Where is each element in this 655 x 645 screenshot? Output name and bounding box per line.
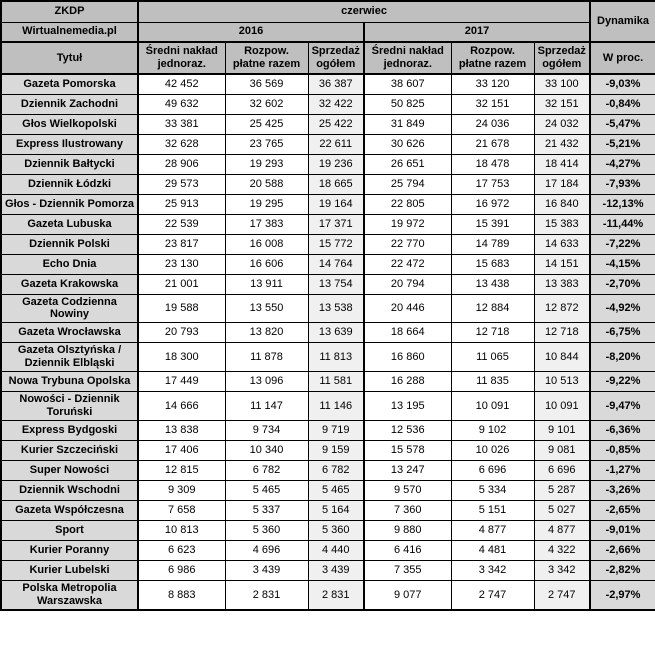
table-row: [1, 114, 655, 134]
title-cell: Głos Wielkopolski: [1, 114, 138, 134]
value-cell: 17 406: [138, 441, 225, 461]
value-cell: 25 425: [225, 114, 308, 134]
value-cell: 13 754: [308, 274, 364, 294]
table-row: [1, 343, 655, 372]
value-cell: 20 793: [138, 323, 225, 343]
dynamics-cell: -9,01%: [590, 521, 655, 541]
value-cell: 14 633: [534, 234, 590, 254]
value-cell: 15 391: [451, 214, 534, 234]
table-row: [1, 541, 655, 561]
value-cell: 26 651: [364, 154, 451, 174]
value-cell: 18 300: [138, 343, 225, 372]
value-cell: 10 091: [534, 392, 590, 421]
value-cell: 13 639: [308, 323, 364, 343]
value-cell: 10 813: [138, 521, 225, 541]
value-cell: 4 322: [534, 541, 590, 561]
dynamics-cell: -0,85%: [590, 441, 655, 461]
value-cell: 36 387: [308, 74, 364, 94]
title-cell: Dziennik Bałtycki: [1, 154, 138, 174]
value-cell: 16 606: [225, 254, 308, 274]
value-cell: 16 840: [534, 194, 590, 214]
value-cell: 20 446: [364, 294, 451, 323]
value-cell: 14 151: [534, 254, 590, 274]
value-cell: 19 236: [308, 154, 364, 174]
value-cell: 12 815: [138, 461, 225, 481]
value-cell: 4 877: [534, 521, 590, 541]
value-cell: 6 782: [225, 461, 308, 481]
dynamics-cell: -2,65%: [590, 501, 655, 521]
value-cell: 10 340: [225, 441, 308, 461]
table-row: [1, 461, 655, 481]
dynamics-cell: -2,66%: [590, 541, 655, 561]
value-cell: 33 100: [534, 74, 590, 94]
title-cell: Głos - Dziennik Pomorza: [1, 194, 138, 214]
metric-header-2017-rozpow: Rozpow. płatne razem: [451, 42, 534, 74]
value-cell: 17 371: [308, 214, 364, 234]
value-cell: 9 309: [138, 481, 225, 501]
value-cell: 32 151: [451, 94, 534, 114]
dynamics-cell: -9,03%: [590, 74, 655, 94]
value-cell: 5 151: [451, 501, 534, 521]
table-row: [1, 561, 655, 581]
value-cell: 9 570: [364, 481, 451, 501]
value-cell: 11 146: [308, 392, 364, 421]
value-cell: 32 151: [534, 94, 590, 114]
title-cell: Echo Dnia: [1, 254, 138, 274]
dynamics-cell: -2,70%: [590, 274, 655, 294]
value-cell: 5 360: [225, 521, 308, 541]
title-cell: Polska Metropolia Warszawska: [1, 581, 138, 610]
table-body: [1, 74, 655, 610]
value-cell: 10 513: [534, 372, 590, 392]
value-cell: 21 001: [138, 274, 225, 294]
value-cell: 7 355: [364, 561, 451, 581]
value-cell: 4 440: [308, 541, 364, 561]
value-cell: 3 342: [451, 561, 534, 581]
value-cell: 17 449: [138, 372, 225, 392]
value-cell: 22 472: [364, 254, 451, 274]
value-cell: 13 383: [534, 274, 590, 294]
value-cell: 25 794: [364, 174, 451, 194]
value-cell: 25 913: [138, 194, 225, 214]
header-row-source: [1, 1, 655, 22]
value-cell: 5 287: [534, 481, 590, 501]
dynamics-cell: -11,44%: [590, 214, 655, 234]
value-cell: 22 539: [138, 214, 225, 234]
value-cell: 30 626: [364, 134, 451, 154]
table-row: [1, 134, 655, 154]
dynamics-cell: -5,47%: [590, 114, 655, 134]
table-row: [1, 581, 655, 610]
value-cell: 6 696: [451, 461, 534, 481]
title-cell: Gazeta Wrocławska: [1, 323, 138, 343]
title-cell: Gazeta Codzienna Nowiny: [1, 294, 138, 323]
value-cell: 15 683: [451, 254, 534, 274]
value-cell: 11 835: [451, 372, 534, 392]
value-cell: 15 578: [364, 441, 451, 461]
title-cell: Kurier Szczeciński: [1, 441, 138, 461]
value-cell: 25 422: [308, 114, 364, 134]
value-cell: 9 077: [364, 581, 451, 610]
title-cell: Nowa Trybuna Opolska: [1, 372, 138, 392]
value-cell: 42 452: [138, 74, 225, 94]
dynamics-cell: -12,13%: [590, 194, 655, 214]
table-row: [1, 74, 655, 94]
value-cell: 14 764: [308, 254, 364, 274]
value-cell: 17 383: [225, 214, 308, 234]
dynamics-cell: -7,22%: [590, 234, 655, 254]
value-cell: 28 906: [138, 154, 225, 174]
value-cell: 11 813: [308, 343, 364, 372]
value-cell: 12 536: [364, 421, 451, 441]
value-cell: 4 481: [451, 541, 534, 561]
value-cell: 22 611: [308, 134, 364, 154]
value-cell: 13 538: [308, 294, 364, 323]
value-cell: 2 831: [308, 581, 364, 610]
value-cell: 6 696: [534, 461, 590, 481]
value-cell: 14 789: [451, 234, 534, 254]
value-cell: 16 860: [364, 343, 451, 372]
title-cell: Gazeta Lubuska: [1, 214, 138, 234]
title-column-header: Tytuł: [1, 42, 138, 74]
value-cell: 15 383: [534, 214, 590, 234]
dynamics-cell: -8,20%: [590, 343, 655, 372]
metric-header-2017-sprzedaz: Sprzedaż ogółem: [534, 42, 590, 74]
value-cell: 19 588: [138, 294, 225, 323]
dynamics-cell: -1,27%: [590, 461, 655, 481]
value-cell: 5 465: [225, 481, 308, 501]
value-cell: 16 008: [225, 234, 308, 254]
value-cell: 4 877: [451, 521, 534, 541]
table-row: [1, 254, 655, 274]
dynamics-unit-header: W proc.: [590, 42, 655, 74]
value-cell: 11 147: [225, 392, 308, 421]
dynamics-cell: -4,92%: [590, 294, 655, 323]
metric-header-2017-naklad: Średni nakład jednoraz.: [364, 42, 451, 74]
value-cell: 13 838: [138, 421, 225, 441]
value-cell: 6 416: [364, 541, 451, 561]
value-cell: 33 120: [451, 74, 534, 94]
value-cell: 16 972: [451, 194, 534, 214]
dynamics-header: Dynamika: [590, 1, 655, 42]
value-cell: 5 164: [308, 501, 364, 521]
dynamics-cell: -2,97%: [590, 581, 655, 610]
header-row-years: [1, 22, 655, 42]
value-cell: 9 081: [534, 441, 590, 461]
value-cell: 13 195: [364, 392, 451, 421]
value-cell: 18 665: [308, 174, 364, 194]
value-cell: 6 623: [138, 541, 225, 561]
table-row: [1, 94, 655, 114]
value-cell: 13 247: [364, 461, 451, 481]
value-cell: 29 573: [138, 174, 225, 194]
value-cell: 21 678: [451, 134, 534, 154]
table-row: [1, 441, 655, 461]
value-cell: 24 032: [534, 114, 590, 134]
value-cell: 13 096: [225, 372, 308, 392]
value-cell: 9 880: [364, 521, 451, 541]
title-cell: Gazeta Olsztyńska / Dziennik Elbląski: [1, 343, 138, 372]
value-cell: 19 164: [308, 194, 364, 214]
value-cell: 4 696: [225, 541, 308, 561]
value-cell: 50 825: [364, 94, 451, 114]
table-row: [1, 234, 655, 254]
title-cell: Sport: [1, 521, 138, 541]
value-cell: 10 091: [451, 392, 534, 421]
title-cell: Gazeta Współczesna: [1, 501, 138, 521]
table-row: [1, 174, 655, 194]
value-cell: 5 027: [534, 501, 590, 521]
title-cell: Dziennik Zachodni: [1, 94, 138, 114]
title-cell: Express Ilustrowany: [1, 134, 138, 154]
value-cell: 13 820: [225, 323, 308, 343]
value-cell: 5 465: [308, 481, 364, 501]
year-2016-header: 2016: [138, 22, 364, 42]
value-cell: 7 658: [138, 501, 225, 521]
value-cell: 5 337: [225, 501, 308, 521]
value-cell: 13 911: [225, 274, 308, 294]
title-cell: Dziennik Wschodni: [1, 481, 138, 501]
value-cell: 3 439: [225, 561, 308, 581]
value-cell: 5 334: [451, 481, 534, 501]
value-cell: 13 550: [225, 294, 308, 323]
value-cell: 20 794: [364, 274, 451, 294]
value-cell: 7 360: [364, 501, 451, 521]
title-cell: Express Bydgoski: [1, 421, 138, 441]
dynamics-cell: -4,15%: [590, 254, 655, 274]
value-cell: 2 747: [451, 581, 534, 610]
value-cell: 19 972: [364, 214, 451, 234]
title-cell: Gazeta Krakowska: [1, 274, 138, 294]
title-cell: Gazeta Pomorska: [1, 74, 138, 94]
value-cell: 32 602: [225, 94, 308, 114]
dynamics-cell: -6,75%: [590, 323, 655, 343]
title-cell: Kurier Lubelski: [1, 561, 138, 581]
title-cell: Nowości - Dziennik Toruński: [1, 392, 138, 421]
table-row: [1, 214, 655, 234]
value-cell: 17 753: [451, 174, 534, 194]
value-cell: 19 293: [225, 154, 308, 174]
value-cell: 23 765: [225, 134, 308, 154]
header-row-metrics: [1, 42, 655, 74]
value-cell: 12 872: [534, 294, 590, 323]
title-cell: Dziennik Łódzki: [1, 174, 138, 194]
value-cell: 18 478: [451, 154, 534, 174]
value-cell: 32 422: [308, 94, 364, 114]
value-cell: 19 295: [225, 194, 308, 214]
value-cell: 11 878: [225, 343, 308, 372]
value-cell: 38 607: [364, 74, 451, 94]
dynamics-cell: -0,84%: [590, 94, 655, 114]
value-cell: 12 718: [534, 323, 590, 343]
value-cell: 9 734: [225, 421, 308, 441]
metric-header-2016-sprzedaz: Sprzedaż ogółem: [308, 42, 364, 74]
title-cell: Dziennik Polski: [1, 234, 138, 254]
table-row: [1, 194, 655, 214]
value-cell: 2 747: [534, 581, 590, 610]
value-cell: 17 184: [534, 174, 590, 194]
dynamics-cell: -5,21%: [590, 134, 655, 154]
value-cell: 20 588: [225, 174, 308, 194]
table-row: [1, 392, 655, 421]
value-cell: 23 130: [138, 254, 225, 274]
value-cell: 10 844: [534, 343, 590, 372]
value-cell: 18 664: [364, 323, 451, 343]
value-cell: 9 159: [308, 441, 364, 461]
value-cell: 36 569: [225, 74, 308, 94]
dynamics-cell: -3,26%: [590, 481, 655, 501]
table-row: [1, 372, 655, 392]
metric-header-2016-rozpow: Rozpow. płatne razem: [225, 42, 308, 74]
table-row: [1, 481, 655, 501]
value-cell: 6 782: [308, 461, 364, 481]
value-cell: 14 666: [138, 392, 225, 421]
value-cell: 32 628: [138, 134, 225, 154]
value-cell: 11 065: [451, 343, 534, 372]
value-cell: 12 718: [451, 323, 534, 343]
year-2017-header: 2017: [364, 22, 590, 42]
value-cell: 3 439: [308, 561, 364, 581]
value-cell: 22 770: [364, 234, 451, 254]
dynamics-cell: -7,93%: [590, 174, 655, 194]
value-cell: 3 342: [534, 561, 590, 581]
title-cell: Super Nowości: [1, 461, 138, 481]
value-cell: 21 432: [534, 134, 590, 154]
value-cell: 18 414: [534, 154, 590, 174]
dynamics-cell: -6,36%: [590, 421, 655, 441]
table-row: [1, 274, 655, 294]
value-cell: 33 381: [138, 114, 225, 134]
table-row: [1, 294, 655, 323]
value-cell: 23 817: [138, 234, 225, 254]
value-cell: 13 438: [451, 274, 534, 294]
dynamics-cell: -4,27%: [590, 154, 655, 174]
value-cell: 49 632: [138, 94, 225, 114]
value-cell: 12 884: [451, 294, 534, 323]
value-cell: 22 805: [364, 194, 451, 214]
value-cell: 24 036: [451, 114, 534, 134]
value-cell: 15 772: [308, 234, 364, 254]
value-cell: 11 581: [308, 372, 364, 392]
value-cell: 9 101: [534, 421, 590, 441]
table-header: [1, 1, 655, 74]
table-row: [1, 154, 655, 174]
table-row: [1, 521, 655, 541]
site-label: Wirtualnemedia.pl: [1, 22, 138, 42]
value-cell: 2 831: [225, 581, 308, 610]
title-cell: Kurier Poranny: [1, 541, 138, 561]
table-row: [1, 501, 655, 521]
value-cell: 9 719: [308, 421, 364, 441]
source-label: ZKDP: [1, 1, 138, 22]
value-cell: 9 102: [451, 421, 534, 441]
table-row: [1, 421, 655, 441]
value-cell: 31 849: [364, 114, 451, 134]
table-row: [1, 323, 655, 343]
metric-header-2016-naklad: Średni nakład jednoraz.: [138, 42, 225, 74]
value-cell: 10 026: [451, 441, 534, 461]
dynamics-cell: -9,47%: [590, 392, 655, 421]
value-cell: 8 883: [138, 581, 225, 610]
dynamics-cell: -9,22%: [590, 372, 655, 392]
value-cell: 6 986: [138, 561, 225, 581]
dynamics-cell: -2,82%: [590, 561, 655, 581]
value-cell: 5 360: [308, 521, 364, 541]
period-label: czerwiec: [138, 1, 590, 22]
value-cell: 16 288: [364, 372, 451, 392]
